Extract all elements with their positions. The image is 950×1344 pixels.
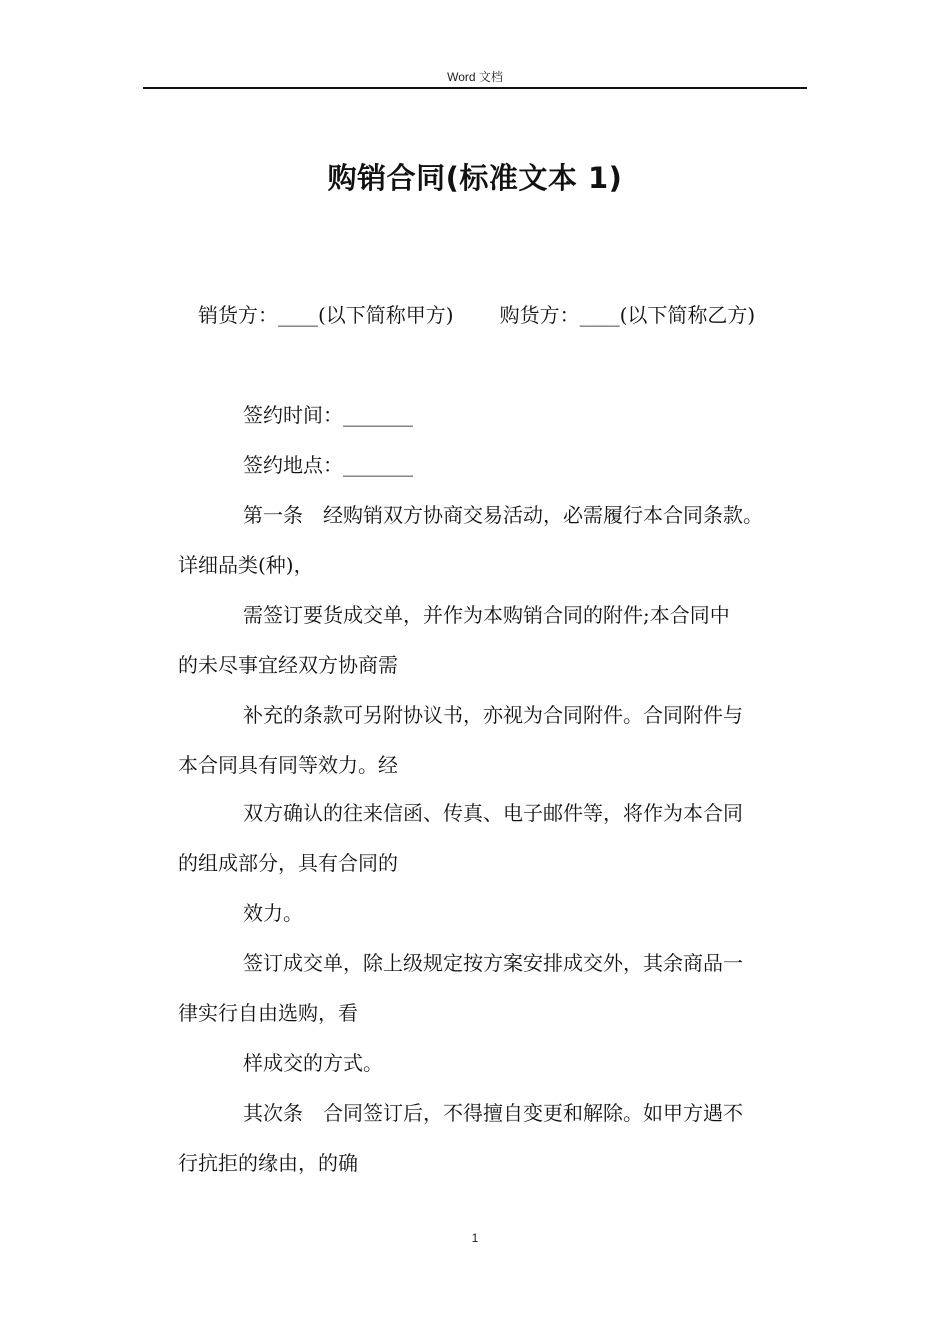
paragraph-5-line-1: 效力。 — [243, 901, 303, 925]
paragraph-3-line-1: 补充的条款可另附协议书，亦视为合同附件。合同附件与 — [243, 703, 743, 727]
paragraph-6-line-1: 签订成交单，除上级规定按方案安排成交外，其余商品一 — [243, 951, 743, 975]
page-number: 1 — [471, 1231, 479, 1245]
article-2-label: 其次条 — [243, 1101, 303, 1125]
paragraph-4-line-2: 的组成部分，具有合同的 — [178, 851, 398, 875]
paragraph-3-line-2: 本合同具有同等效力。经 — [178, 753, 398, 777]
paragraph-2-line-1: 需签订要货成交单，并作为本购销合同的附件;本合同中 — [243, 603, 730, 627]
article-2-text: 合同签订后，不得擅自变更和解除。如甲方遇不 — [323, 1101, 743, 1125]
paragraph-2-line-2: 的未尽事宜经双方协商需 — [178, 653, 398, 677]
header-divider — [143, 87, 807, 89]
article-1-line-1 — [243, 501, 763, 529]
paragraph-6-line-2: 律实行自由选购，看 — [178, 1001, 358, 1025]
article-1-label: 第一条 — [243, 503, 303, 527]
signing-time: 签约时间：_______ — [243, 403, 413, 427]
parties-line — [198, 301, 755, 329]
page-header-label: Word 文档 — [447, 70, 503, 84]
paragraph-7-line-1: 样成交的方式。 — [243, 1051, 383, 1075]
article-2-line-2: 行抗拒的缘由，的确 — [178, 1151, 358, 1175]
article-1-text: 经购销双方协商交易活动，必需履行本合同条款。 — [323, 503, 763, 527]
paragraph-4-line-1: 双方确认的往来信函、传真、电子邮件等，将作为本合同 — [243, 801, 743, 825]
seller-party: 销货方：____(以下简称甲方) — [198, 303, 454, 327]
signing-place: 签约地点：_______ — [243, 453, 413, 477]
article-2-line-1 — [243, 1099, 743, 1127]
buyer-party: 购货方：____(以下简称乙方) — [499, 303, 756, 327]
document-title: 购销合同(标准文本 1) — [327, 161, 623, 195]
article-1-line-2: 详细品类(种)， — [178, 553, 314, 577]
